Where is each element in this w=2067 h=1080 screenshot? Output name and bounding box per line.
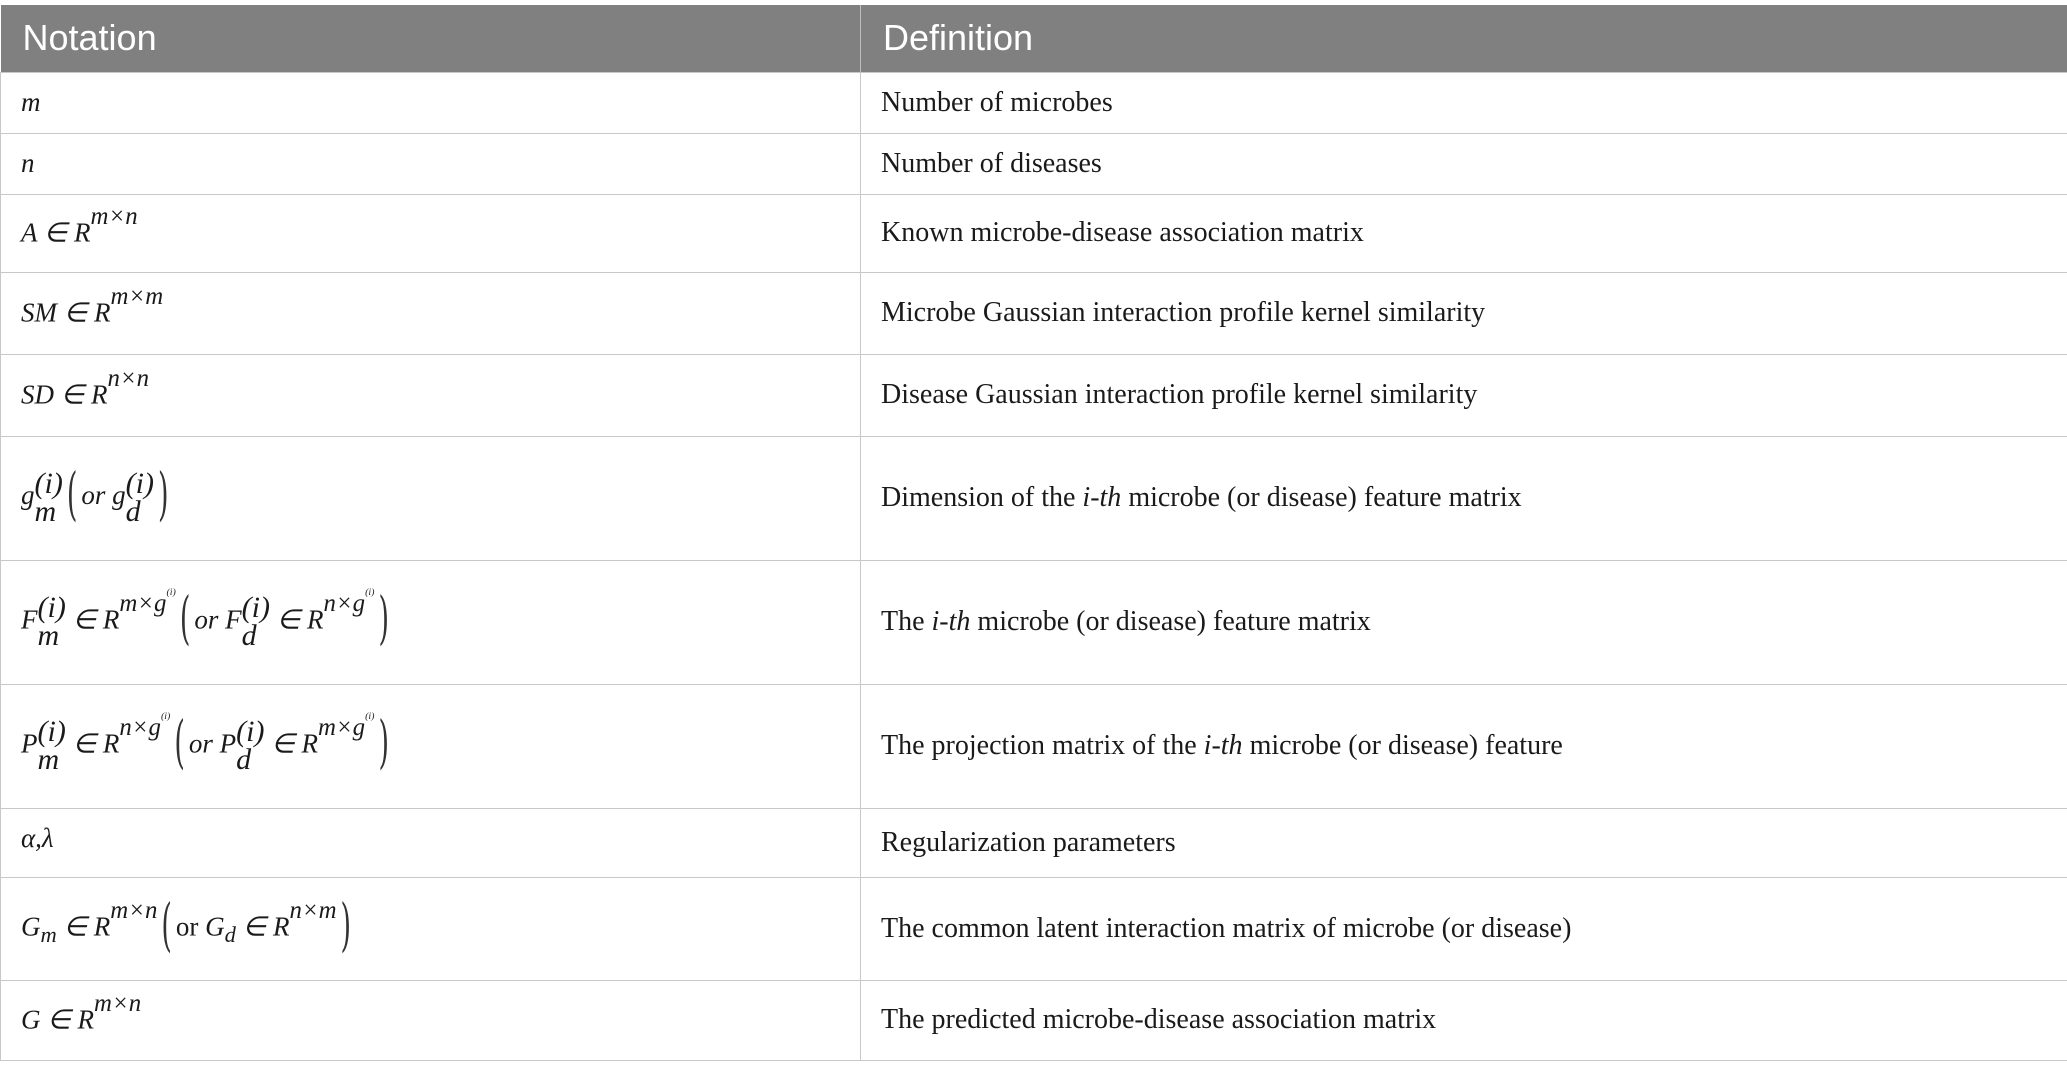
header-definition: Definition <box>861 5 2067 72</box>
notation-math-G: G ∈ $R^{m\times n}$ <box>21 990 142 1035</box>
definition-cell: Number of microbes <box>861 72 2067 133</box>
definition-cell: Disease Gaussian interaction profile kernel similarity <box>861 354 2067 436</box>
notation-cell <box>1 877 861 980</box>
table-row <box>1 808 2067 877</box>
notation-table <box>0 5 2067 1061</box>
notation-cell <box>1 436 861 560</box>
notation-cell <box>1 980 861 1060</box>
notation-cell <box>1 272 861 354</box>
notation-m: m <box>21 86 41 117</box>
notation-math-A: A ∈ $R^{m\times n}$ <box>21 203 138 248</box>
table-row <box>1 684 2067 808</box>
definition-cell: Microbe Gaussian interaction profile kernel similarity <box>861 272 2067 354</box>
table-row <box>1 877 2067 980</box>
definition-cell: The predicted microbe-disease association matrix <box>861 980 2067 1060</box>
notation-math-SM: SM ∈ $R^{m\times m}$ <box>21 283 164 328</box>
notation-math-g: g (i) m ( or g (i) d ) <box>21 463 169 529</box>
definition-cell: Known microbe-disease association matrix <box>861 194 2067 272</box>
table-row <box>1 133 2067 194</box>
notation-cell <box>1 560 861 684</box>
table-row <box>1 354 2067 436</box>
definition-cell: Regularization parameters <box>861 808 2067 877</box>
notation-n: n <box>21 147 35 178</box>
definition-cell: The projection matrix of the i-th microbe (or disease) feature <box>861 684 2067 808</box>
notation-alpha-lambda: α,λ <box>21 822 54 853</box>
notation-cell <box>1 72 861 133</box>
table-row <box>1 436 2067 560</box>
notation-math-F: F (i) m ∈ $R^{m\times g^{(i)}}$ ( or F (i) d ∈ $R^{n\times g^{(i)}}$ ) <box>21 586 390 653</box>
header-row <box>1 5 2067 72</box>
notation-cell <box>1 194 861 272</box>
table-row <box>1 560 2067 684</box>
notation-cell <box>1 684 861 808</box>
table-row <box>1 72 2067 133</box>
notation-math-SD: SD ∈ $R^{n\times n}$ <box>21 365 150 410</box>
notation-math-P: P (i) m ∈ $R^{n\times g^{(i)}}$ ( or P (i) d ∈ $R^{m\times g^{(i)}}$ ) <box>21 710 390 777</box>
definition-cell: The common latent interaction matrix of microbe (or disease) <box>861 877 2067 980</box>
definition-cell: The i-th microbe (or disease) feature matrix <box>861 560 2067 684</box>
definition-cell: Dimension of the i-th microbe (or disease) feature matrix <box>861 436 2067 560</box>
table-row <box>1 272 2067 354</box>
table-row <box>1 980 2067 1060</box>
notation-table-container <box>0 5 2067 1061</box>
notation-math-Gm: $G_m$ ∈ $R^{m\times n}$ ( or $G_d$ ∈ $R^{n\times m}$ ) <box>21 894 352 960</box>
table-row <box>1 194 2067 272</box>
notation-cell <box>1 808 861 877</box>
notation-cell <box>1 354 861 436</box>
notation-cell <box>1 133 861 194</box>
definition-cell: Number of diseases <box>861 133 2067 194</box>
header-notation: Notation <box>1 5 861 72</box>
